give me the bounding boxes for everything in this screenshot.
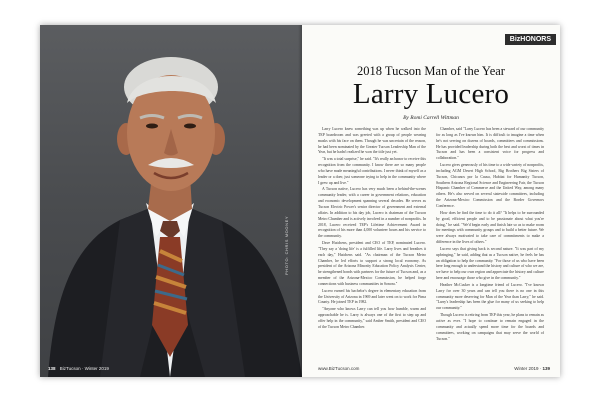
article-column-1 (318, 127, 426, 349)
left-footer-publication: BizTucson (59, 366, 81, 371)
section-tag: BizHONORS (505, 34, 556, 45)
article-byline: By Romi Carrell Wittman (403, 115, 459, 121)
photo-credit: PHOTO: CHRIS MOONEY (284, 215, 289, 275)
paragraph: Lucero gives generously of his time to a wide variety of nonprofits, including AGM Desert High School, Big Brothers Big Sisters of Tucson, Chicanos por la Causa, Habitat for Humanity Tucson, Southern Arizona Regional Science and Engineering Fair, the Tucson Hispanic Chamber of Commerce and the United Way, among many others. He's also served on several statewide committees, including the Arizona-Mexico Commission and the Border Governors Conference. (436, 163, 544, 208)
article-headline: Larry Lucero (352, 78, 510, 110)
paragraph: Though Lucero is retiring from TEP this year, he plans to remain as active as ever. "I hope to continue to remain engaged in the community and actually spend more time for the boards and committees, working on campaigns that may serve the world of Tucson." (436, 313, 544, 341)
article-kicker: 2018 Tucson Man of the Year (357, 64, 505, 78)
left-page-number: 138 (48, 366, 56, 371)
paragraph: A Tucson native, Lucero has very much been a behind-the-scenes community leader, with a career in government relations, education and economic development spanning several decades. He serves as Tucson Electric Power's senior director of government and external affairs. In addition to his day job, Lucero is chairman of the Tucson Metro Chamber and is actively involved in a number of nonprofits. In 2018, Lucero received TEP's Lifetime Achievement Award in recognition of his more than 4,000 volunteer hours and his service to the community. (318, 187, 426, 239)
portrait-photo (40, 25, 302, 377)
left-page-footer: 138 BizTucson · Winter 2019 (48, 366, 109, 371)
right-page-article (302, 25, 560, 377)
left-page-photo (40, 25, 302, 377)
paragraph: How does he find the time to do it all? "It helps to be surrounded by good, efficient people and to be passionate about what you're doing," he said. "We'd begin early and finish late so as to make room for meetings with community groups and to build a better future. We were always motivated to take care of commitments to make a difference in the lives of others." (436, 210, 544, 245)
article-column-2 (436, 127, 544, 349)
paragraph: Chamber, said "Larry Lucero has been a steward of our community for as long as I've known him. It is difficult to imagine a time when he's not serving on dozens of boards, committees and commissions. He has provided leadership during both the best and worst of times in Tucson and has been a consistent voice for progress and collaboration." (436, 127, 544, 161)
right-page-number: 139 (542, 366, 550, 371)
right-footer-issue: Winter 2019 (514, 366, 539, 371)
paragraph: Lucero earned his bachelor's degree in elementary education from the University of Arizona in 1969 and later went on to work for Pima County. He joined TEP in 1982. (318, 288, 426, 305)
left-footer-issue: Winter 2019 (84, 366, 109, 371)
paragraph: Heather McCusker is a longtime friend of Lucero. "I've known Larry for over 30 years and can tell you there is no one in this community more deserving for Man of the Year than Larry," he said. "Larry's leadership has been the glue for many of us seeking to help our community." (436, 282, 544, 311)
right-footer-issue-page: Winter 2019 · 139 (514, 366, 550, 371)
paragraph: "Anyone who knows Larry can tell you how humble, warm and approachable he is. Larry is always one of the first to step up and offer help in the community," said Amber Smith, president and CEO of the Tucson Metro Chamber. (318, 307, 426, 329)
paragraph: Dave Hutchens, president and CEO of TEP, nominated Lucero. "They say a 'doing life' is a fulfilled life. Larry lives and breathes it each day," Hutchens said. "As chairman of the Tucson Metro Chamber, he led efforts to support a strong local economy. As president of the Arizona Minority Education Policy Analysis Center, he strengthened bonds with partners for the future of Tucson and, as a member of the Arizona-Mexico Commission, he helped forge connections with business communities in Sonora." (318, 241, 426, 286)
magazine-spread (40, 25, 560, 377)
paragraph: "It was a total surprise," he said. "It's really an honor to receive this recognition from the community. I know there are so many people who have made meaningful contributions. I never think of myself as a leader or a doer, just someone trying to help in the community where I grew up and live." (318, 157, 426, 185)
paragraph: Lucero says that giving back is second nature. "It was part of my upbringing," he said, adding that as a Tucson native, he feels he has an obligation to help the community. "For those of us who have been here long enough to understand the history and culture of who we are, we have to help our own region and appreciate the history and culture here and encourage those who give in the community." (436, 246, 544, 281)
paragraph: Larry Lucero knew something was up when he walked into the TEP boardroom and was greeted with a group of people wearing masks with his face on them. Though he was uncertain of the reason, he had been nominated by the Greater Tucson Leadership Man of the Year, but he hadn't realized he won the title just yet. (318, 127, 426, 155)
footer-website: www.BizTucson.com (318, 366, 360, 371)
